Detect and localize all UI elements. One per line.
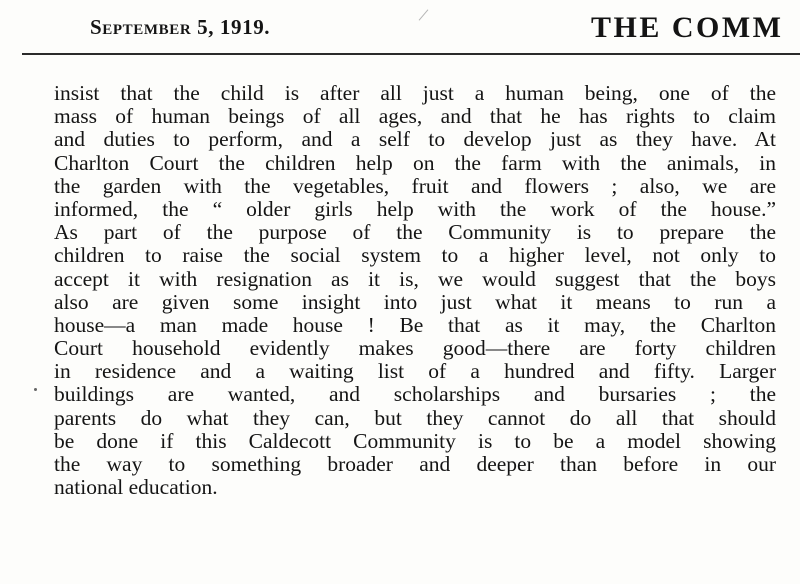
text-line: As part of the purpose of the Community is to prepare the [54,220,776,245]
article-body [54,82,776,499]
header-rule [22,53,800,55]
text-line: the garden with the vegetables, fruit and flowers ; also, we are [54,173,776,198]
text-line: children to raise the social system to a higher level, not only to [54,243,776,268]
text-line: also are given some insight into just what it means to run a [54,289,776,314]
margin-mark [34,388,37,391]
issue-date: September 5, 1919. [90,15,271,39]
text-line: Court household evidently makes good—there are forty children [54,336,776,361]
text-line: house—a man made house ! Be that as it may, the Charlton [54,312,776,337]
text-line: parents do what they can, but they cannot do all that should [54,405,776,430]
print-speck [419,9,429,20]
text-line: informed, the “ older girls help with the work of the house.” [54,196,776,221]
text-line: be done if this Caldecott Community is to be a model showing [54,428,776,453]
text-line: insist that the child is after all just a human being, one of the [54,81,776,105]
text-line: Charlton Court the children help on the farm with the animals, in [54,150,776,175]
text-line: and duties to perform, and a self to develop just as they have. At [54,127,776,152]
text-line: buildings are wanted, and scholarships and bursaries ; the [54,382,776,407]
text-line: in residence and a waiting list of a hundred and fifty. Larger [54,359,776,384]
page-header [0,0,800,60]
masthead-title: THE COMM [591,11,784,44]
text-line: the way to something broader and deeper than before in our [54,452,776,476]
text-line: accept it with resignation as it is, we would suggest that the boys [54,266,776,291]
text-line: national education. [54,475,218,500]
text-line: mass of human beings of all ages, and that he has rights to claim [54,104,776,129]
